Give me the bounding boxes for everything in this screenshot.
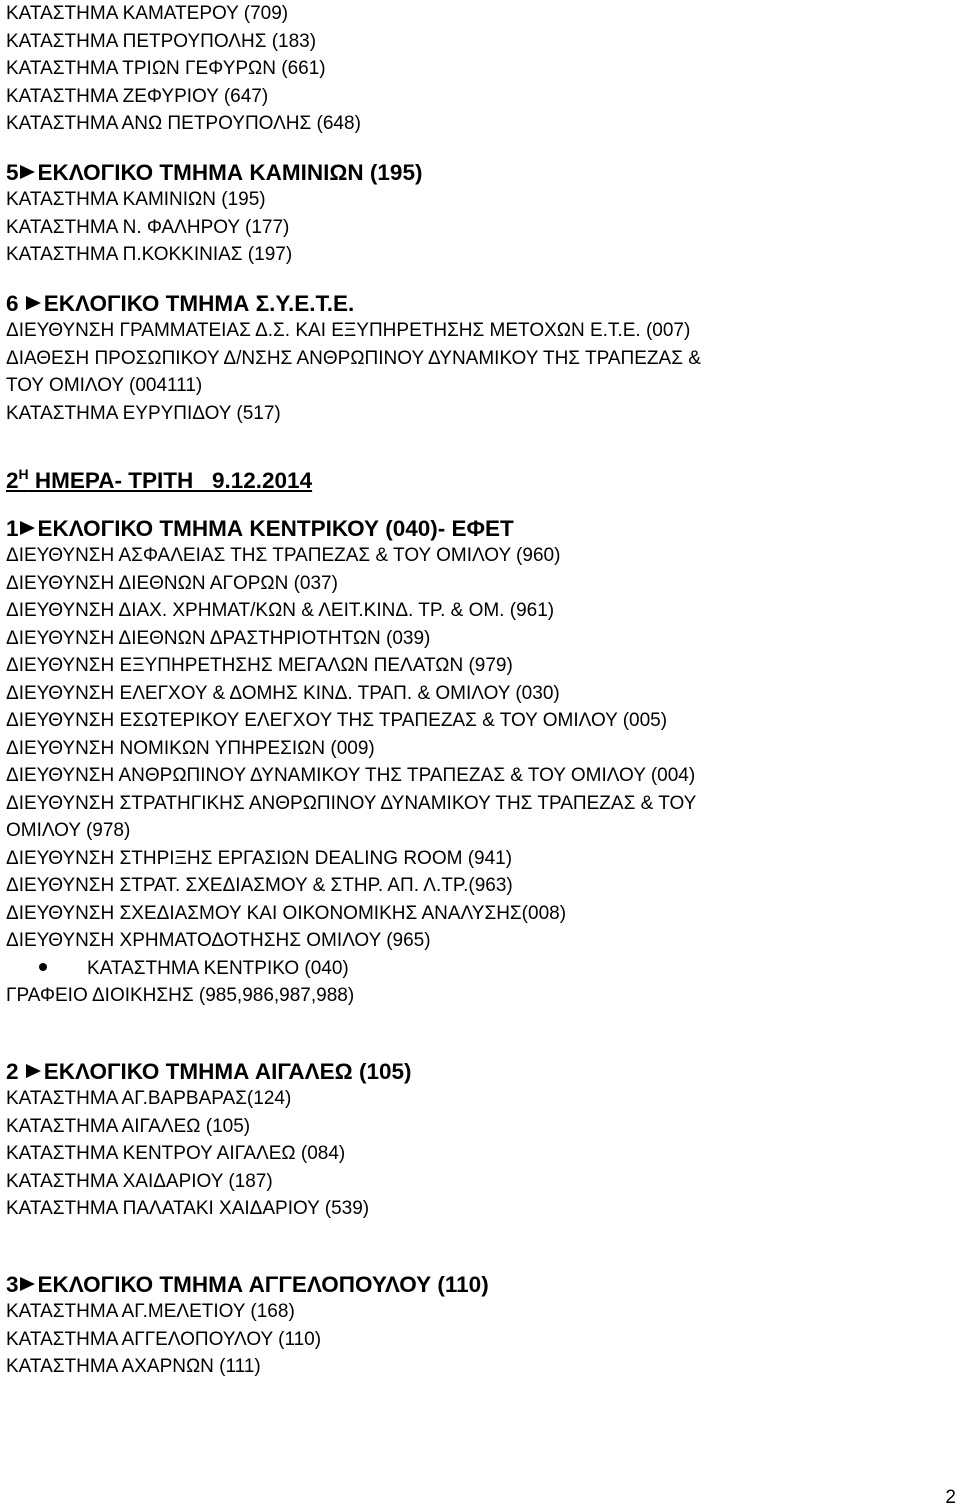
section-title: ΕΚΛΟΓΙΚΟ ΤΜΗΜΑ ΚΕΝΤΡΙΚΟΥ (040)- ΕΦΕΤ: [37, 515, 514, 541]
bullet-icon: [39, 963, 47, 971]
list-item: ΔΙΕΥΘΥΝΣΗ ΕΣΩΤΕΡΙΚΟΥ ΕΛΕΓΧΟΥ ΤΗΣ ΤΡΑΠΕΖΑΣ & ΤΟΥ ΟΜΙΛΟΥ (005): [6, 710, 668, 731]
list-item: ΚΑΤΑΣΤΗΜΑ ΧΑΙΔΑΡΙΟΥ (187): [6, 1170, 273, 1192]
list-item: ΚΑΤΑΣΤΗΜΑ ΑΝΩ ΠΕΤΡΟΥΠΟΛΗΣ (648): [6, 113, 361, 134]
triangle-right-icon: [20, 1277, 35, 1291]
section-number: 3: [6, 1271, 19, 1297]
page-number: 2: [945, 1487, 956, 1508]
list-item: ΔΙΕΥΘΥΝΣΗ ΣΧΕΔΙΑΣΜΟΥ ΚΑΙ ΟΙΚΟΝΟΜΙΚΗΣ ΑΝΑΛΥΣΗΣ(008): [6, 902, 567, 924]
list-item: ΚΑΤΑΣΤΗΜΑ ΠΕΤΡΟΥΠΟΛΗΣ (183): [6, 30, 317, 52]
list-item: ΚΑΤΑΣΤΗΜΑ ΚΕΝΤΡΟΥ ΑΙΓΑΛΕΩ (084): [6, 1143, 346, 1164]
list-item: ΔΙΕΥΘΥΝΣΗ ΔΙΑΧ. ΧΡΗΜΑΤ/ΚΩΝ & ΛΕΙΤ.ΚΙΝΔ. ΤΡ. & ΟΜ. (961): [6, 600, 555, 621]
day-number: 2: [6, 468, 19, 493]
list-item: ΔΙΕΥΘΥΝΣΗ ΣΤΡΑΤΗΓΙΚΗΣ ΑΝΘΡΩΠΙΝΟΥ ΔΥΝΑΜΙΚΟΥ ΤΗΣ ΤΡΑΠΕΖΑΣ & ΤΟΥ: [6, 792, 697, 814]
day-text: ΗΜΕΡΑ- ΤΡΙΤΗ 9.12.2014: [34, 468, 313, 493]
triangle-right-icon: [20, 521, 35, 535]
list-item: ΔΙΑΘΕΣΗ ΠΡΟΣΩΠΙΚΟΥ Δ/ΝΣΗΣ ΑΝΘΡΩΠΙΝΟΥ ΔΥΝΑΜΙΚΟΥ ΤΗΣ ΤΡΑΠΕΖΑΣ &: [6, 347, 701, 369]
section-title: ΕΚΛΟΓΙΚΟ ΤΜΗΜΑ ΚΑΜΙΝΙΩΝ (195): [37, 159, 423, 185]
top-branch-list: [6, 0, 946, 138]
list-item: ΚΑΤΑΣΤΗΜΑ Ν. ΦΑΛΗΡΟΥ (177): [6, 216, 290, 238]
triangle-right-icon: [20, 165, 35, 179]
list-item: ΚΑΤΑΣΤΗΜΑ ΑΓ.ΒΑΡΒΑΡΑΣ(124): [6, 1088, 292, 1109]
list-item: ΔΙΕΥΘΥΝΣΗ ΣΤΡΑΤ. ΣΧΕΔΙΑΣΜΟΥ & ΣΤΗΡ. ΑΠ. Λ.ΤΡ.(963): [6, 875, 513, 896]
section-heading: [6, 515, 946, 543]
section-2: [6, 1058, 946, 1223]
triangle-right-icon: [26, 296, 41, 310]
list-item: ΓΡΑΦΕΙΟ ΔΙΟΙΚΗΣΗΣ (985,986,987,988): [6, 985, 355, 1006]
list-item: ΚΑΤΑΣΤΗΜΑ ΑΙΓΑΛΕΩ (105): [6, 1115, 251, 1137]
section-6: [6, 290, 946, 428]
list-item: ΚΑΤΑΣΤΗΜΑ ΚΑΜΑΤΕΡΟΥ (709): [6, 3, 289, 24]
list-item: ΚΑΤΑΣΤΗΜΑ Π.ΚΟΚΚΙΝΙΑΣ (197): [6, 244, 293, 265]
list-item: ΔΙΕΥΘΥΝΣΗ ΣΤΗΡΙΞΗΣ ΕΡΓΑΣΙΩΝ DEALING ROOM (941): [6, 847, 513, 869]
section-title: ΕΚΛΟΓΙΚΟ ΤΜΗΜΑ ΑΓΓΕΛΟΠΟΥΛΟΥ (110): [37, 1271, 489, 1297]
list-item: ΚΑΤΑΣΤΗΜΑ ΚΑΜΙΝΙΩΝ (195): [6, 189, 266, 210]
section-heading: [6, 290, 946, 318]
list-item: ΚΑΤΑΣΤΗΜΑ ΑΓ.ΜΕΛΕΤΙΟΥ (168): [6, 1301, 295, 1322]
list-item: ΔΙΕΥΘΥΝΣΗ ΧΡΗΜΑΤΟΔΟΤΗΣΗΣ ΟΜΙΛΟΥ (965): [6, 930, 431, 951]
list-item: ΔΙΕΥΘΥΝΣΗ ΔΙΕΘΝΩΝ ΔΡΑΣΤΗΡΙΟΤΗΤΩΝ (039): [6, 627, 431, 649]
section-3: [6, 1271, 946, 1381]
bullet-text: ΚΑΤΑΣΤΗΜΑ ΚΕΝΤΡΙΚΟ (040): [87, 957, 349, 979]
section-number: 1: [6, 515, 19, 541]
day-superscript: Η: [18, 466, 29, 482]
list-item: ΔΙΕΥΘΥΝΣΗ ΔΙΕΘΝΩΝ ΑΓΟΡΩΝ (037): [6, 572, 338, 594]
list-item: ΔΙΕΥΘΥΝΣΗ ΕΞΥΠΗΡΕΤΗΣΗΣ ΜΕΓΑΛΩΝ ΠΕΛΑΤΩΝ (979): [6, 655, 513, 676]
day-heading: [6, 461, 946, 495]
section-title: ΕΚΛΟΓΙΚΟ ΤΜΗΜΑ ΑΙΓΑΛΕΩ (105): [43, 1058, 412, 1084]
section-number: 5: [6, 159, 19, 185]
list-item: ΔΙΕΥΘΥΝΣΗ ΑΣΦΑΛΕΙΑΣ ΤΗΣ ΤΡΑΠΕΖΑΣ & ΤΟΥ ΟΜΙΛΟΥ (960): [6, 545, 561, 566]
list-item: ΚΑΤΑΣΤΗΜΑ ΤΡΙΩΝ ΓΕΦΥΡΩΝ (661): [6, 58, 326, 79]
section-title: ΕΚΛΟΓΙΚΟ ΤΜΗΜΑ Σ.Υ.Ε.Τ.Ε.: [43, 290, 355, 316]
list-item: ΤΟΥ ΟΜΙΛΟΥ (004111): [6, 375, 203, 396]
list-item: ΔΙΕΥΘΥΝΣΗ ΝΟΜΙΚΩΝ ΥΠΗΡΕΣΙΩΝ (009): [6, 737, 375, 759]
list-item: ΚΑΤΑΣΤΗΜΑ ΠΑΛΑΤΑΚΙ ΧΑΙΔΑΡΙΟΥ (539): [6, 1198, 370, 1219]
list-item: ΔΙΕΥΘΥΝΣΗ ΓΡΑΜΜΑΤΕΙΑΣ Δ.Σ. ΚΑΙ ΕΞΥΠΗΡΕΤΗΣΗΣ ΜΕΤΟΧΩΝ Ε.Τ.Ε. (007): [6, 320, 691, 341]
section-5: [6, 159, 946, 269]
section-number: 6: [6, 290, 19, 316]
list-item: ΔΙΕΥΘΥΝΣΗ ΑΝΘΡΩΠΙΝΟΥ ΔΥΝΑΜΙΚΟΥ ΤΗΣ ΤΡΑΠΕΖΑΣ & ΤΟΥ ΟΜΙΛΟΥ (004): [6, 765, 696, 786]
section-heading: [6, 1058, 946, 1086]
list-item: ΚΑΤΑΣΤΗΜΑ ΖΕΦΥΡΙΟΥ (647): [6, 85, 269, 107]
section-heading: [6, 1271, 946, 1299]
list-item: ΚΑΤΑΣΤΗΜΑ ΑΧΑΡΝΩΝ (111): [6, 1356, 261, 1377]
document-page: [6, 0, 946, 1381]
triangle-right-icon: [26, 1064, 41, 1078]
section-1: [6, 515, 946, 1010]
bullet-list-item: [6, 955, 946, 983]
list-item: ΚΑΤΑΣΤΗΜΑ ΑΓΓΕΛΟΠΟΥΛΟΥ (110): [6, 1328, 322, 1350]
list-item: ΔΙΕΥΘΥΝΣΗ ΕΛΕΓΧΟΥ & ΔΟΜΗΣ ΚΙΝΔ. ΤΡΑΠ. & ΟΜΙΛΟΥ (030): [6, 682, 560, 704]
section-heading: [6, 159, 946, 187]
list-item: ΟΜΙΛΟΥ (978): [6, 820, 131, 841]
section-number: 2: [6, 1058, 19, 1084]
list-item: ΚΑΤΑΣΤΗΜΑ ΕΥΡΥΠΙΔΟΥ (517): [6, 402, 281, 424]
